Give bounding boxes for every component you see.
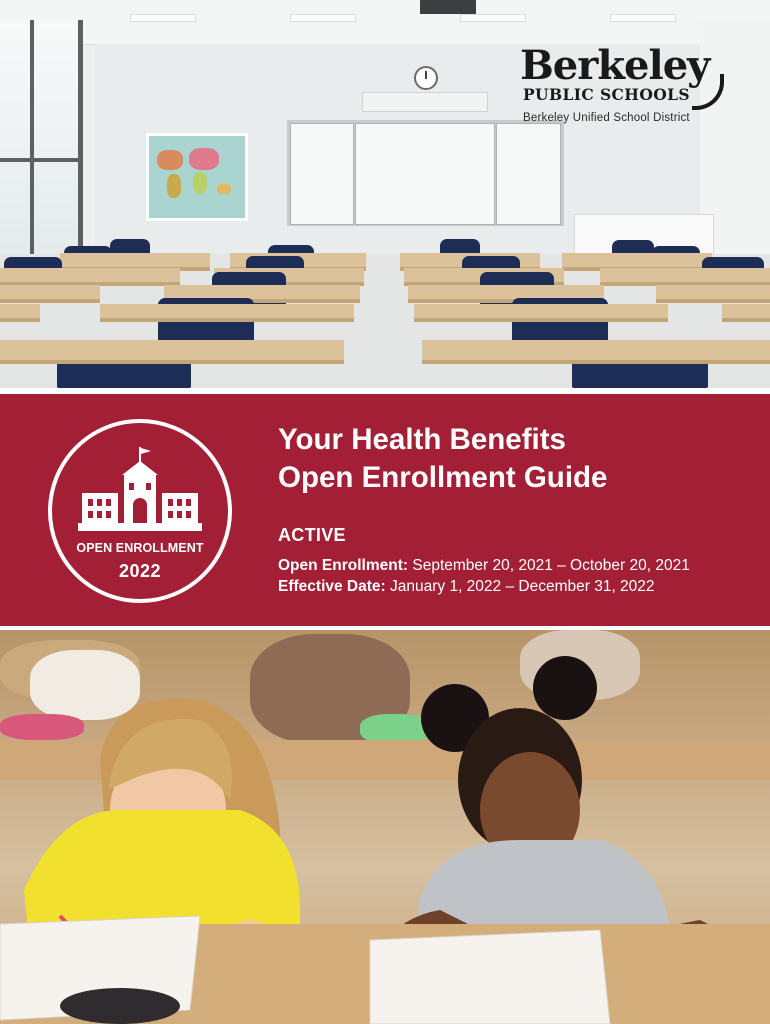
logo-district: Berkeley Unified School District — [523, 112, 690, 124]
ceiling-light — [460, 14, 526, 22]
open-enrollment-badge — [48, 419, 232, 603]
ceiling-light — [610, 14, 676, 22]
projector — [420, 0, 476, 14]
status-label: ACTIVE — [278, 525, 346, 545]
guide-title — [278, 421, 748, 497]
title-line-1: Your Health Benefits — [278, 423, 566, 456]
open-enrollment-label: Open Enrollment: — [278, 557, 409, 574]
desk — [722, 304, 770, 322]
open-enrollment-dates: September 20, 2021 – October 20, 2021 — [412, 557, 690, 574]
school-building-icon — [78, 447, 202, 531]
desk — [0, 285, 100, 303]
badge-year: 2022 — [118, 561, 162, 581]
whiteboard — [287, 120, 564, 226]
logo-swoosh-icon — [692, 74, 724, 110]
open-enrollment-line — [278, 556, 758, 576]
logo-name: Berkeley — [520, 42, 710, 89]
desk — [0, 340, 344, 364]
window — [0, 20, 83, 260]
desk — [414, 304, 668, 322]
desk — [600, 268, 770, 286]
ceiling — [0, 0, 770, 45]
title-line-2: Open Enrollment Guide — [278, 461, 608, 494]
berkeley-logo — [520, 44, 730, 130]
effective-date-line — [278, 577, 758, 597]
ceiling-light — [130, 14, 196, 22]
desk — [0, 304, 40, 322]
effective-dates: January 1, 2022 – December 31, 2022 — [390, 578, 655, 595]
desk — [656, 285, 770, 303]
desk — [100, 304, 354, 322]
projector-screen — [362, 92, 488, 112]
desk — [422, 340, 770, 364]
ceiling-light — [290, 14, 356, 22]
notebooks — [0, 900, 770, 1024]
desk — [0, 268, 180, 286]
wall-clock — [414, 66, 438, 90]
logo-subtitle: PUBLIC SCHOOLS — [523, 85, 691, 104]
effective-date-label: Effective Date: — [278, 578, 386, 595]
world-map — [146, 133, 248, 221]
badge-caption: OPEN ENROLLMENT — [76, 541, 204, 555]
